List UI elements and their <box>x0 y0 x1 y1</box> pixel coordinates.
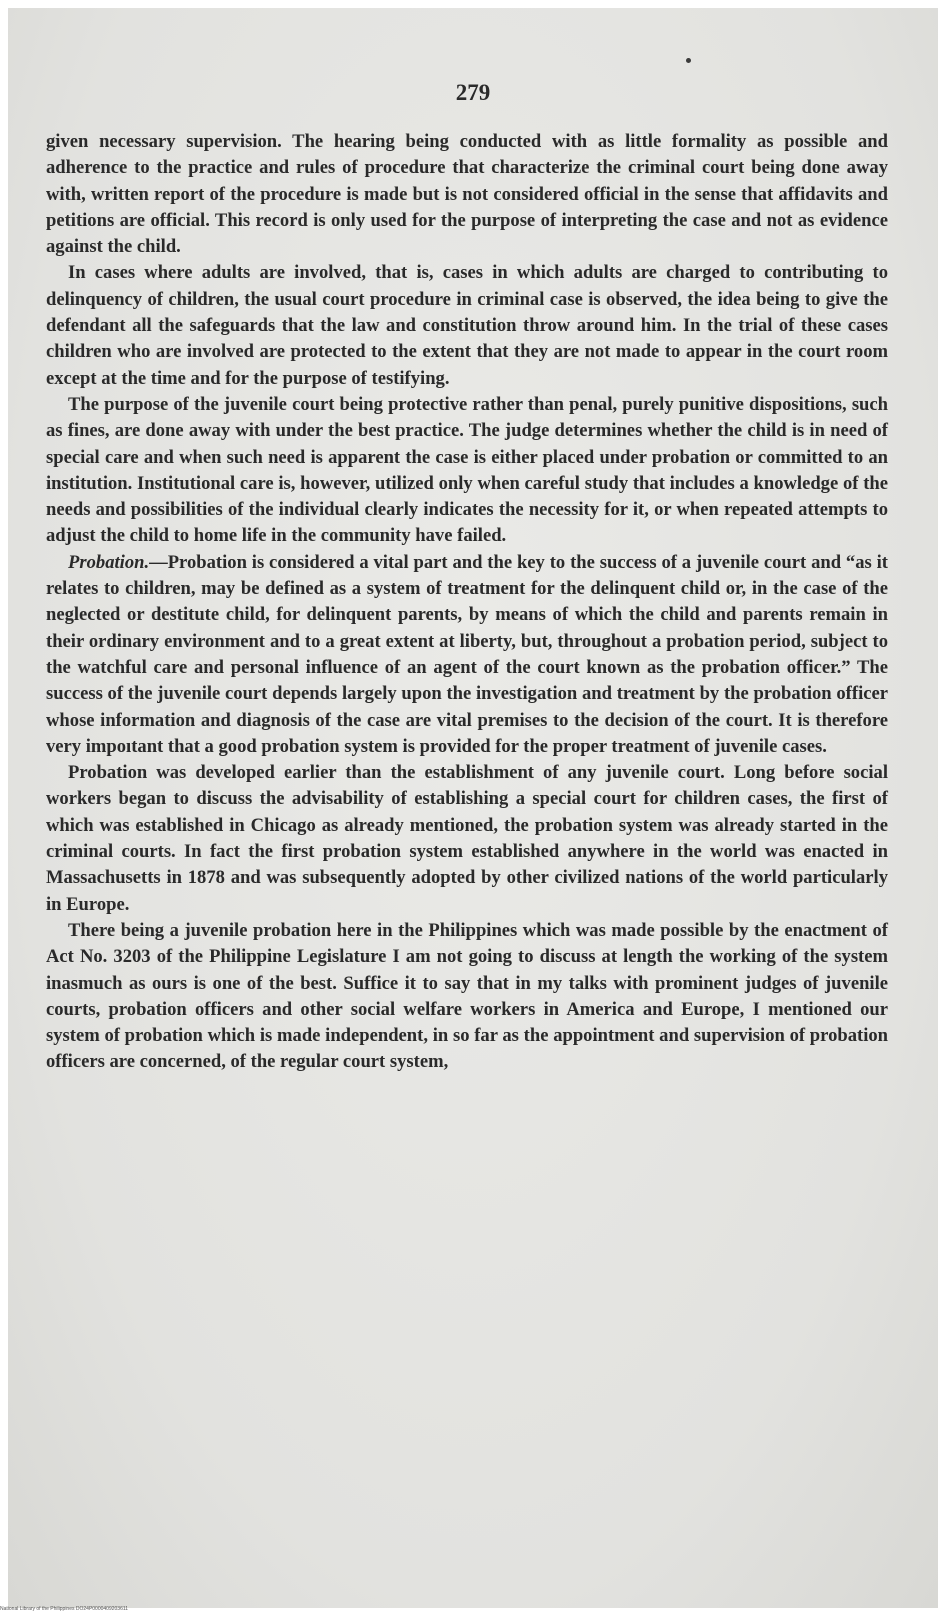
paragraph-6: There being a juvenile probation here in the Philippines which was made possible by the enactment of Act No. 3203 of the Philippine Legislature I am not going to discuss at length the working of the system inasmuch as ours is one of the best. Suffice it to say that in my talks with prominent judges of juvenile courts, probation officers and other social welfare workers in America and Europe, I mentioned our system of probation which is made independent, in so far as the appointment and supervision of probation officers are concerned, of the regular court system, <box>46 919 888 1073</box>
ink-speck <box>686 58 691 63</box>
paragraph-5: Probation was developed earlier than the establishment of any juvenile court. Long before social workers began to discuss the advisability of establishing a special court for children cases, the first of which was established in Chicago as already mentioned, the probation system was already started in the criminal courts. In fact the first probation system established anywhere in the world was enacted in Massachusetts in 1878 and was subsequently adopted by other civilized nations of the world particularly in Europe. <box>46 762 888 915</box>
section-heading-probation: Probation. <box>68 551 150 573</box>
paragraph-4-text: —Probation is considered a vital part and the key to the success of a juvenile court and “as it relates to children, may be defined as a system of treatment for the delinquent child or, in the case of the neglected or destitute child, for delinquent parents, by means of which the child and parents remain in their ordinary environment and to a great extent at liberty, but, throughout a probation period, subject to the watchful care and personal influence of an agent of the court known as the probation officer.” The success of the juvenile court depends largely upon the investigation and treatment by the probation officer whose information and diagnosis of the case are vital premises to the decision of the court. It is therefore very impoıtant that a good probation system is provided for the proper treatment of juvenile cases. <box>46 551 888 757</box>
page-number: 279 <box>455 80 491 105</box>
paragraph-4 <box>46 550 888 760</box>
body-text <box>46 129 888 1076</box>
library-footer: National Library of the Philippines DO24P0000409203611 <box>0 1606 129 1612</box>
paragraph-2: In cases where adults are involved, that is, cases in which adults are charged to contributing to delinquency of children, the usual court procedure in criminal case is observed, the idea being to give the defendant all the safeguards that the law and constitution throw around him. In the trial of these cases children who are involved are protected to the extent that they are not made to appear in the court room except at the time and for the purpose of testifying. <box>46 262 888 389</box>
paragraph-1: given necessary supervision. The hearing being conducted with as little formality as possible and adherence to the practice and rules of procedure that characterize the criminal court being done away with, written report of the procedure is made but is not considered official in the sense that affidavits and petitions are official. This record is only used for the purpose of interpreting the case and not as evidence against the child. <box>46 131 888 258</box>
paragraph-3: The purpose of the juvenile court being protective rather than penal, purely punitive dispositions, such as fines, are done away with under the best practice. The judge determines whether the child is in need of special care and when such need is apparent the case is either placed under probation or committed to an institution. Institutional care is, however, utilized only when careful study that includes a knowledge of the needs and possibilities of the individual clearly indicates the necessity for it, or when repeated attempts to adjust the child to home life in the community have failed. <box>46 393 888 547</box>
scanned-page <box>8 8 938 1608</box>
